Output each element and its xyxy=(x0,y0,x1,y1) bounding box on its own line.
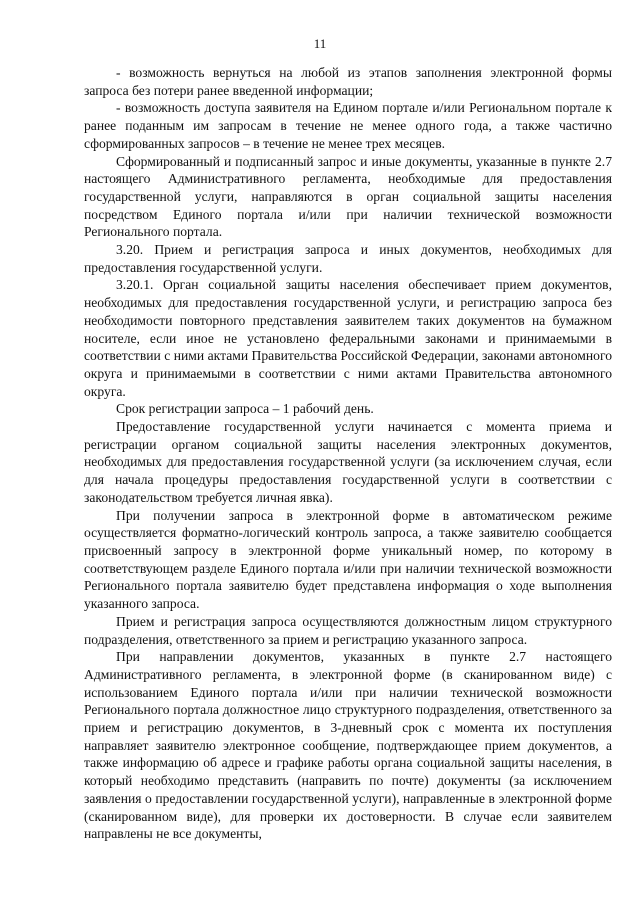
paragraph-return-to-step: - возможность вернуться на любой из этапов заполнения электронной формы запроса без потери ранее введенной информации; xyxy=(84,65,612,98)
paragraph-access-to-requests: - возможность доступа заявителя на Едином портале и/или Региональном портале к ранее поданным им запросам в течение не менее одного года, а также частично сформированных запросов – в течение не менее трех месяцев. xyxy=(84,100,612,151)
paragraph-electronic-documents: При направлении документов, указанных в пункте 2.7 настоящего Административного регламента, в электронной форме (в сканированном виде) с использованием Единого портала и/или при наличии технической возможности Регионального портала должностное лицо структурного подразделения, ответственного за прием и регистрацию документов, в 3-дневный срок с момента их поступления направляет заявителю электронное сообщение, подтверждающее прием документов, а также информацию об адресе и графике работы органа социальной защиты населения, в который необходимо представить (направить по почте) документы (за исключением заявления о предоставлении государственной услуги), направленные в электронной форме (сканированном виде), для проверки их достоверности. В случае если заявителем направлены не все документы, xyxy=(84,649,612,842)
paragraph-official-registration: Прием и регистрация запроса осуществляются должностным лицом структурного подразделения, ответственного за прием и регистрацию указанного запроса. xyxy=(84,613,612,647)
paragraph-signed-request: Сформированный и подписанный запрос и иные документы, указанные в пункте 2.7 настоящего Административного регламента, необходимые для предоставления государственной услуги, направляются в орган социальной защиты населения посредством Единого портала и/или при наличии технической возможности Регионального портала. xyxy=(84,153,612,240)
page-number: 11 xyxy=(313,36,327,51)
paragraph-section-3-20-1: 3.20.1. Орган социальной защиты населения обеспечивает прием документов, необходимых для предоставления государственной услуги, и регистрацию запроса без необходимости повторного представления заявителем таких документов на бумажном носителе, если иное не установлено федеральными законами и принимаемыми в соответствии с ними актами Правительства Российской Федерации, законами автономного округа и принимаемыми в соответствии с ними актами Правительства автономного округа. xyxy=(84,277,612,399)
body-text xyxy=(84,64,612,843)
paragraph-service-start: Предоставление государственной услуги начинается с момента приема и регистрации органом социальной защиты населения электронных документов, необходимых для предоставления государственной услуги (за исключением случая, если для начала процедуры предоставления государственной услуги в соответствии с законодательством требуется личная явка). xyxy=(84,419,612,505)
paragraph-section-3-20: 3.20. Прием и регистрация запроса и иных документов, необходимых для предоставления государственной услуги. xyxy=(84,242,612,275)
paragraph-registration-term: Срок регистрации запроса – 1 рабочий день. xyxy=(116,401,374,417)
paragraph-automatic-control: При получении запроса в электронной форме в автоматическом режиме осуществляется форматно-логический контроль запроса, а также заявителю сообщается присвоенный запросу в электронной форме уникальный номер, по которому в соответствующем разделе Единого портала и/или при наличии технической возможности Регионального портала заявителю будет представлена информация о ходе выполнения указанного запроса. xyxy=(84,507,612,612)
